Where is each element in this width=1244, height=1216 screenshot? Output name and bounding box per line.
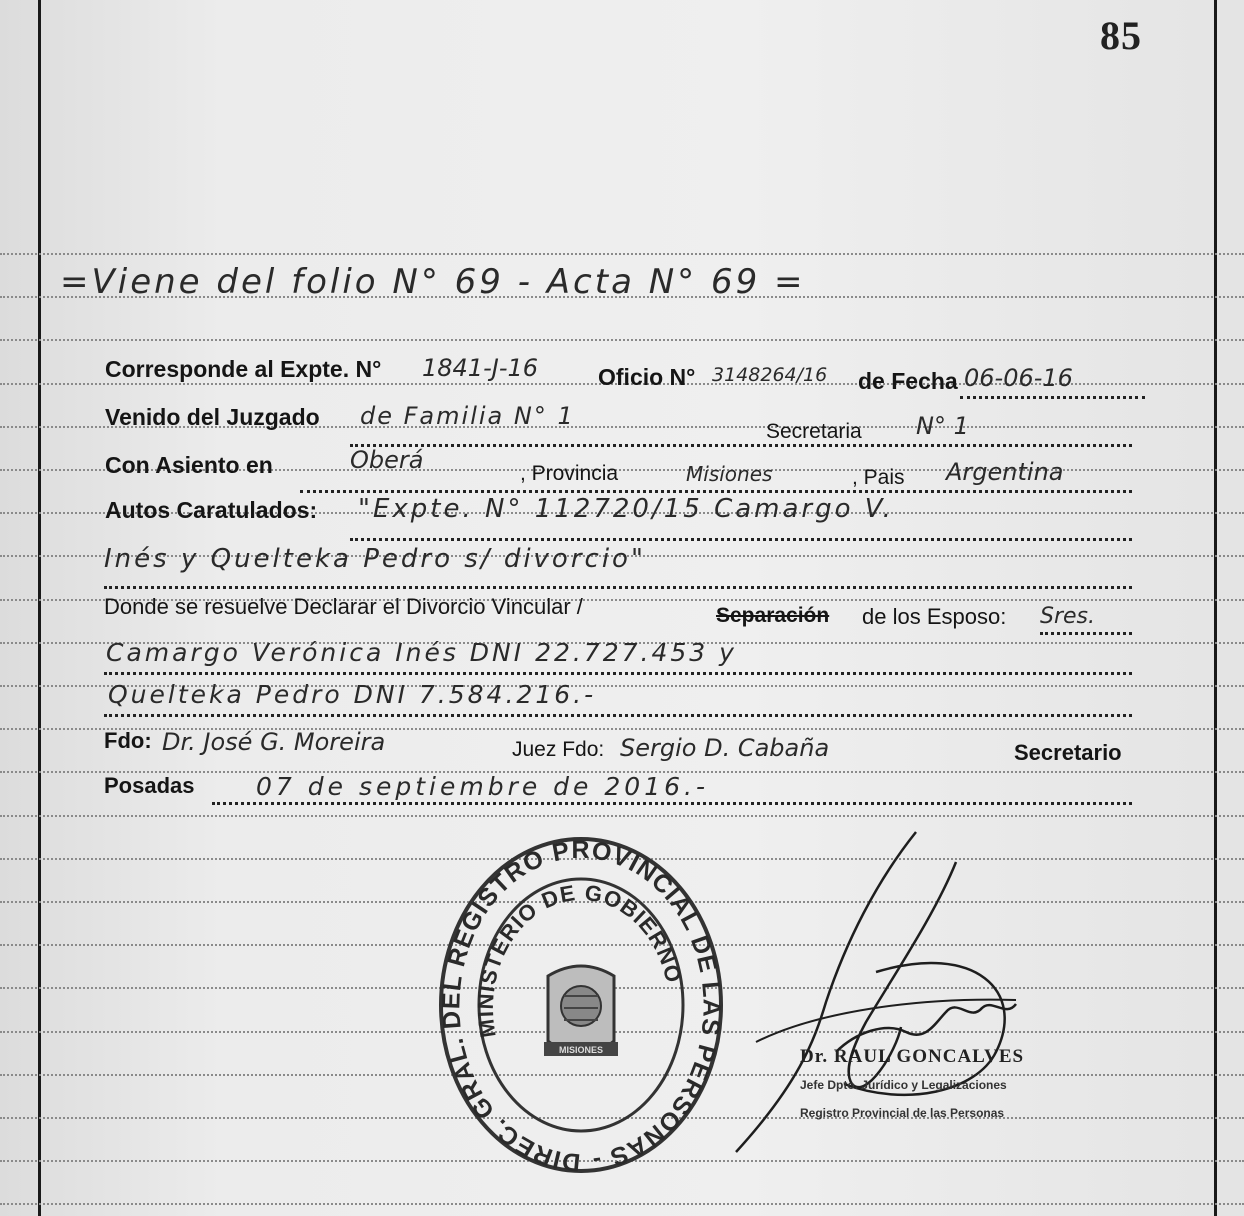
seal-outer-text: DIREC. GRAL. DEL REGISTRO PROVINCIAL DE LAS PERSONAS - xyxy=(437,836,726,1174)
label-secretaria: Secretaria xyxy=(766,420,862,443)
juzgado-value: de Familia N° 1 xyxy=(360,402,575,430)
coat-of-arms-emblem xyxy=(544,966,618,1056)
dotted-fill xyxy=(300,490,1132,493)
autos-line-1: "Expte. N° 112720/15 Camargo V. xyxy=(358,494,894,524)
label-con-asiento: Con Asiento en xyxy=(105,452,273,478)
right-margin-line xyxy=(1214,0,1217,1216)
label-secretario: Secretario xyxy=(1014,740,1122,765)
dotted-fill xyxy=(960,396,1145,399)
dotted-fill xyxy=(212,802,1132,805)
left-margin-line xyxy=(38,0,41,1216)
official-seal xyxy=(436,836,726,1174)
seal-inner-text: MINISTERIO DE GOBIERNO xyxy=(472,879,687,1040)
dotted-fill xyxy=(1040,632,1132,635)
label-donde-resuelve: Donde se resuelve Declarar el Divorcio Vincular / xyxy=(104,594,583,619)
dotted-fill xyxy=(350,444,1132,447)
label-fdo: Fdo: xyxy=(104,728,152,753)
dotted-fill xyxy=(350,538,1132,541)
esposos-line-3: Quelteka Pedro DNI 7.584.216.- xyxy=(108,680,597,709)
esposos-line-1: Sres. xyxy=(1040,604,1095,629)
juez-name: Dr. José G. Moreira xyxy=(162,728,386,756)
dotted-fill xyxy=(104,672,1132,675)
label-pais: , Pais xyxy=(852,466,905,489)
label-oficio: Oficio N° xyxy=(598,364,696,390)
folio-number: 85 xyxy=(1100,13,1142,58)
signatory-title-2: Registro Provincial de las Personas xyxy=(800,1106,1005,1120)
label-juez-fdo: Juez Fdo: xyxy=(512,738,605,761)
ruled-line xyxy=(0,253,1244,255)
struck-separacion: Separación xyxy=(716,604,830,627)
dotted-fill xyxy=(104,586,1132,589)
signatory-name: Dr. RAUL GONCALVES xyxy=(800,1046,1025,1067)
oficio-date: 06-06-16 xyxy=(964,364,1073,392)
secretaria-value: N° 1 xyxy=(916,412,969,440)
expte-number: 1841-J-16 xyxy=(422,354,539,382)
provincia-value: Misiones xyxy=(686,462,773,486)
header-note: =Viene del folio N° 69 - Acta N° 69 = xyxy=(60,262,806,302)
label-de-fecha: de Fecha xyxy=(858,368,958,394)
ruled-line xyxy=(0,815,1244,817)
label-autos-caratulados: Autos Caratulados: xyxy=(105,497,318,523)
label-posadas: Posadas xyxy=(104,773,195,798)
oficio-number: 3148264/16 xyxy=(712,364,828,386)
emblem-text: MISIONES xyxy=(558,1045,604,1055)
label-venido-juzgado: Venido del Juzgado xyxy=(105,404,320,430)
ruled-line xyxy=(0,339,1244,341)
posadas-date: 07 de septiembre de 2016.- xyxy=(256,772,709,801)
label-de-los-esposos: de los Esposo: xyxy=(862,604,1007,629)
label-provincia: , Provincia xyxy=(520,462,619,485)
autos-line-2: Inés y Quelteka Pedro s/ divorcio" xyxy=(104,544,646,574)
ruled-line xyxy=(0,1203,1244,1205)
signatory-title-1: Jefe Dpto. Jurídico y Legalizaciones xyxy=(800,1078,1007,1092)
label-corresponde: Corresponde al Expte. N° xyxy=(105,356,382,382)
dotted-fill xyxy=(104,714,1132,717)
asiento-value: Oberá xyxy=(350,446,424,474)
pais-value: Argentina xyxy=(946,458,1064,486)
secretario-name: Sergio D. Cabaña xyxy=(620,734,830,762)
esposos-line-2: Camargo Verónica Inés DNI 22.727.453 y xyxy=(106,638,737,667)
